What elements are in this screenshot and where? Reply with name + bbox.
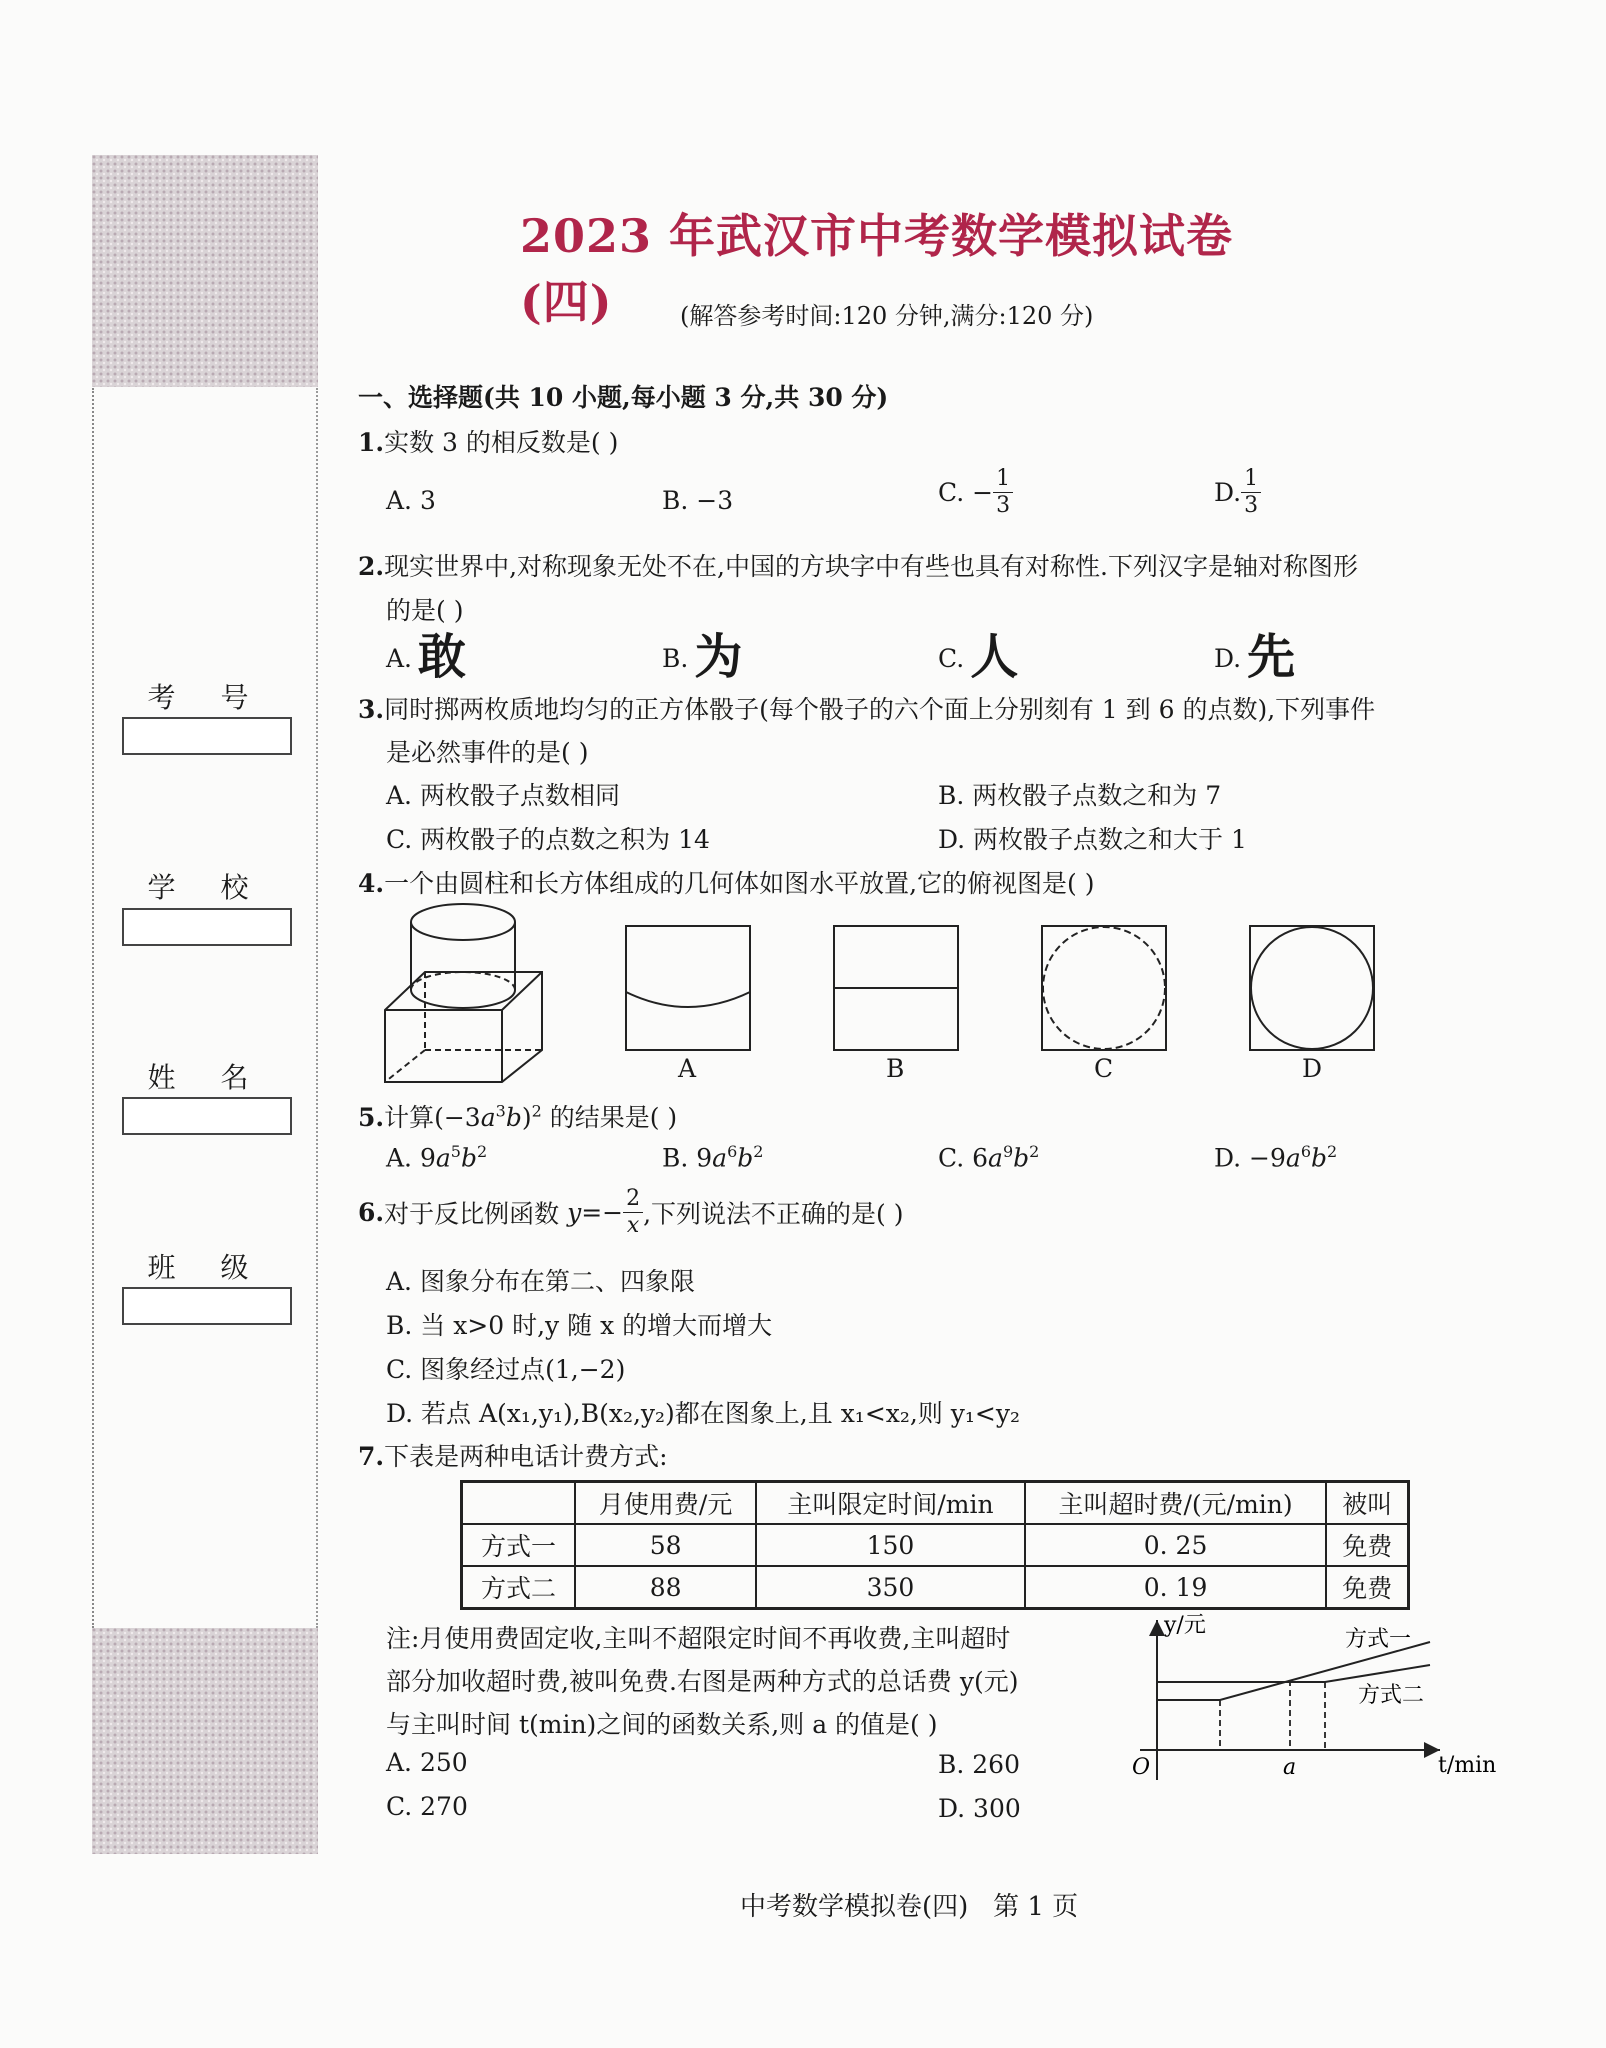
exponent: 2 [1327,1142,1338,1161]
q7-cost-graph [1120,1610,1500,1790]
q4-option-d-figure[interactable] [1248,924,1376,1052]
question-5: 5.计算$(-3a^3b)^2$ 的结果是( ) [358,1101,678,1132]
exponent: 5 [450,1142,461,1161]
q4-label-b: B [886,1054,905,1083]
table-header-row [462,1482,1409,1525]
class-field[interactable] [122,1287,292,1325]
option-label: C. 6 [938,1143,989,1173]
table-cell: 150 [756,1524,1024,1566]
q4-option-a-figure[interactable] [624,924,752,1052]
option-character: 敢 [418,629,467,685]
q2-option-c[interactable] [938,618,1018,687]
q5-option-d[interactable]: D. $-9a^6b^2$ [1214,1142,1338,1173]
sidebar-pattern-bottom [92,1628,318,1854]
question-number: 4. [358,869,385,898]
exponent: 2 [753,1142,764,1161]
exponent: 9 [1002,1142,1014,1161]
q1-option-d[interactable] [1214,466,1261,519]
table-cell: 免费 [1326,1524,1408,1566]
option-label: D. [1214,478,1242,507]
table-cell: 58 [575,1524,756,1566]
q6-option-a[interactable]: A. 图象分布在第二、四象限 [386,1267,695,1296]
q5-option-c[interactable]: C. $6a^9b^2$ [938,1142,1040,1173]
table-cell: 0. 19 [1025,1566,1327,1609]
question-3-line2: 是必然事件的是( ) [386,738,589,767]
q4-label-c: C [1094,1054,1114,1083]
question-text: 对于反比例函数 [384,1199,568,1229]
question-number: 3. [358,695,385,724]
exponent: 6 [1300,1142,1311,1161]
fraction-numerator: 1 [1241,466,1261,493]
q7-note-line-2: 部分加收超时费,被叫免费.右图是两种方式的总话费 y(元) [386,1667,1019,1696]
option-label: A. [386,644,413,673]
sidebar-pattern-top [92,155,318,387]
exponent: 6 [727,1142,738,1161]
q6-option-b[interactable]: B. 当 x>0 时,y 随 x 的增大而增大 [386,1311,773,1340]
sidebar-divider-right [316,388,318,1628]
option-label: A. 9 [386,1143,436,1173]
question-text: 计算(−3 [384,1103,481,1132]
y-axis-label: y/元 [1164,1613,1206,1638]
table-cell: 方式二 [462,1566,576,1609]
question-1 [358,423,618,459]
q7-option-a[interactable]: A. 250 [386,1748,468,1777]
question-text: 同时掷两枚质地均匀的正方体骰子(每个骰子的六个面上分别刻有 1 到 6 的点数),下列事件 [384,695,1376,724]
school-label: 学 校 [147,871,267,904]
q7-note-line-1: 注:月使用费固定收,主叫不超限定时间不再收费,主叫超时 [386,1624,1011,1653]
a-tick-label: a [1283,1755,1297,1780]
school-field[interactable] [122,908,292,946]
question-text: 下表是两种电话计费方式: [384,1442,668,1471]
question-number: 1. [358,428,385,457]
page-subtitle: (解答参考时间:120 分钟,满分:120 分) [680,302,1094,330]
fraction-numerator: 1 [993,466,1013,493]
q4-label-a: A [678,1054,697,1083]
fraction [623,1186,643,1239]
question-text: ,下列说法不正确的是( ) [643,1199,904,1229]
option-label: B. [662,644,689,673]
question-2 [358,547,1358,583]
question-number: 2. [358,552,385,581]
sidebar-divider [92,388,94,1628]
table-cell: 0. 25 [1025,1524,1327,1566]
q5-option-a[interactable]: A. $9a^5b^2$ [386,1142,488,1173]
origin-label: O [1132,1755,1151,1780]
q2-option-a[interactable] [386,618,466,687]
q3-option-c[interactable]: C. 两枚骰子的点数之积为 14 [386,825,710,854]
section-heading: 一、选择题(共 10 小题,每小题 3 分,共 30 分) [358,383,889,412]
fraction [993,466,1013,519]
class-label: 班 级 [147,1251,267,1284]
q2-option-d[interactable] [1214,618,1295,687]
table-row [462,1566,1409,1609]
question-4 [358,864,1095,900]
fraction-denominator: 3 [996,493,1011,518]
option-label: D. −9 [1214,1143,1286,1173]
table-header-cell [462,1482,576,1525]
option-label: C. [938,644,965,673]
q1-option-c[interactable] [938,466,1013,519]
series-label-plan-2: 方式二 [1358,1683,1425,1708]
option-character: 先 [1247,629,1296,685]
question-text: 的结果是( ) [541,1103,678,1132]
table-cell: 88 [575,1566,756,1609]
exponent: 2 [531,1101,542,1121]
table-cell: 方式一 [462,1524,576,1566]
fraction-denominator: x [626,1213,640,1238]
q6-option-d[interactable]: D. 若点 A(x₁,y₁),B(x₂,y₂)都在图象上,且 x₁<x₂,则 y₁<y₂ [386,1399,1021,1428]
option-label: D. [1214,644,1242,673]
exponent: 2 [476,1142,488,1161]
q7-option-b[interactable]: B. 260 [938,1750,1020,1779]
q4-geometry-figure [380,900,550,1086]
fraction-denominator: 3 [1244,493,1259,518]
table-header-cell: 月使用费/元 [575,1482,756,1525]
exam-number-label: 考 号 [147,681,267,714]
table-cell: 350 [756,1566,1024,1609]
name-label: 姓 名 [147,1061,267,1094]
table-header-cell: 主叫限定时间/min [756,1482,1024,1525]
option-label: C. − [938,478,994,507]
exponent: 2 [1029,1142,1040,1161]
q4-option-b-figure[interactable] [832,924,960,1052]
q1-option-b[interactable]: B. −3 [662,486,734,515]
table-header-cell: 被叫 [1326,1482,1408,1525]
table-header-cell: 主叫超时费/(元/min) [1025,1482,1327,1525]
question-number: 7. [358,1442,385,1471]
x-axis-label: t/min [1438,1753,1497,1778]
table-row [462,1524,1409,1566]
question-number: 5. [358,1103,385,1132]
question-6: 6.对于反比例函数 y=− $\frac{2}{x}$ ,下列说法不正确的是( ) [358,1186,904,1238]
exam-number-field[interactable] [122,717,292,755]
q7-option-c[interactable]: C. 270 [386,1792,468,1821]
q3-option-d[interactable]: D. 两枚骰子点数之和大于 1 [938,825,1247,854]
q5-option-b[interactable]: B. $9a^6b^2$ [662,1142,764,1173]
q1-option-a[interactable]: A. 3 [386,486,436,515]
q4-label-d: D [1302,1054,1323,1083]
question-7 [358,1437,668,1473]
question-2-line2: 的是( ) [386,596,464,625]
question-text: 一个由圆柱和长方体组成的几何体如图水平放置,它的俯视图是( ) [384,869,1095,898]
name-field[interactable] [122,1097,292,1135]
question-number: 6. [358,1198,385,1227]
question-3 [358,690,1375,726]
q6-option-c[interactable]: C. 图象经过点(1,−2) [386,1355,626,1384]
q3-option-a[interactable]: A. 两枚骰子点数相同 [386,781,620,810]
series-label-plan-1: 方式一 [1345,1627,1412,1652]
q7-option-d[interactable]: D. 300 [938,1794,1021,1823]
table-cell: 免费 [1326,1566,1408,1609]
question-text: 现实世界中,对称现象无处不在,中国的方块字中有些也具有对称性.下列汉字是轴对称图形 [384,552,1358,581]
fraction [1241,466,1261,519]
option-label: B. 9 [662,1143,713,1173]
page-footer: 中考数学模拟卷(四) 第 1 页 [740,1892,1079,1922]
q7-note-line-3: 与主叫时间 t(min)之间的函数关系,则 a 的值是( ) [386,1710,938,1739]
exponent: 3 [495,1101,506,1121]
question-text: 实数 3 的相反数是( ) [384,428,619,457]
q2-option-b[interactable] [662,618,742,687]
fee-table [460,1480,1410,1610]
option-character: 为 [694,629,743,685]
q3-option-b[interactable]: B. 两枚骰子点数之和为 7 [938,781,1222,810]
page-title: 2023 年武汉市中考数学模拟试卷(四) [520,209,1234,329]
option-character: 人 [970,629,1019,685]
fraction-numerator: 2 [623,1186,643,1213]
q4-option-c-figure[interactable] [1040,924,1168,1052]
